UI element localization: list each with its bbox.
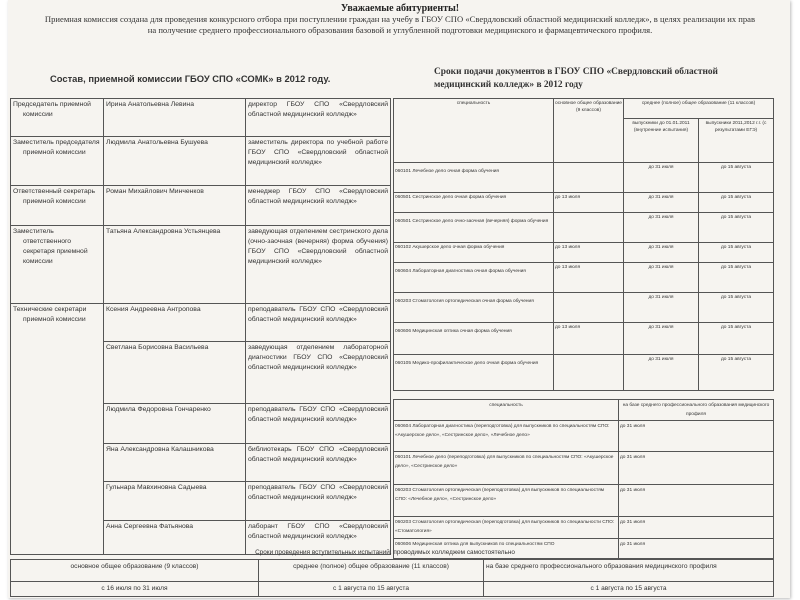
after-deadline-cell: до 15 августа: [699, 323, 774, 355]
commission-title: Состав, приемной комиссии ГБОУ СПО «СОМК» в 2012 году.: [50, 73, 331, 84]
position-cell: преподаватель ГБОУ СПО «Свердловский областной медицинский колледж»: [246, 482, 391, 521]
header-grads-before: выпускники до 01.01.2011 (внутренние испытания): [624, 119, 699, 163]
deadline-cell: до 31 июля: [619, 485, 774, 517]
specialty-cell: 060604 Лабораторная диагностика (переподготовка) для выпускников по специальностям СПО: «Акушерское дело», «Сестринское дело», «Лечебное дело»: [394, 421, 619, 452]
greeting-heading: Уважаемые абитуриенты!: [340, 3, 460, 14]
header-basic-education: основное общее образование (9 классов): [554, 99, 624, 163]
table-row: [394, 163, 774, 193]
before-deadline-cell: до 31 июля: [624, 193, 699, 213]
header-professional-basis: на базе среднего профессионального образования медицинского профиля: [619, 400, 774, 421]
role-cell: Заместитель ответственного секретаря приемной комиссии: [11, 226, 104, 304]
after-deadline-cell: до 15 августа: [699, 193, 774, 213]
name-cell: Светлана Борисовна Васильева: [104, 342, 246, 404]
after-deadline-cell: до 15 августа: [699, 263, 774, 293]
name-cell: Ксения Андреевна Антропова: [104, 304, 246, 342]
basic-deadline-cell: до 13 июля: [554, 263, 624, 293]
table-row: [394, 421, 774, 452]
header-professional-basis: на базе среднего профессионального образования медицинского профиля: [484, 560, 774, 582]
specialty-cell: 060203 Стоматология ортопедическая очная форма обучения: [394, 293, 554, 323]
header-specialty: специальность: [394, 400, 619, 421]
exam-period-cell: с 1 августа по 15 августа: [484, 582, 774, 597]
table-row: [11, 186, 391, 226]
deadlines-table: [393, 98, 774, 391]
basic-deadline-cell: [554, 213, 624, 243]
basic-deadline-cell: до 13 июля: [554, 193, 624, 213]
header-grads-after: выпускники 2011,2012 г.г. (с результатами ЕГЭ): [699, 119, 774, 163]
header-basic-education: основное общее образование (9 классов): [11, 560, 259, 582]
name-cell: Анна Сергеевна Фатьянова: [104, 521, 246, 555]
position-cell: менеджер ГБОУ СПО «Свердловский областной медицинский колледж»: [246, 186, 391, 226]
basic-deadline-cell: до 13 июля: [554, 243, 624, 263]
name-cell: Татьяна Александровна Устьянцева: [104, 226, 246, 304]
position-cell: лаборант ГБОУ СПО «Свердловский областной медицинский колледж»: [246, 521, 391, 555]
name-cell: Роман Михайлович Минченков: [104, 186, 246, 226]
role-cell: Технические секретари приемной комиссии: [11, 304, 104, 555]
intro-paragraph: Приемная комиссия создана для проведения конкурсного отбора при поступлении граждан на учебу в ГБОУ СПО «Свердловский областной медицинский колледж», в целях реализации их прав на получение среднего профессионального образования базовой и углубленной подготовки медицинского и фармацевтического профиля.: [44, 14, 756, 35]
before-deadline-cell: до 31 июля: [624, 355, 699, 391]
specialty-cell: 060101 Лечебное дело очная форма обучения: [394, 163, 554, 193]
table-row: [11, 99, 391, 137]
deadline-cell: до 31 июля: [619, 421, 774, 452]
after-deadline-cell: до 15 августа: [699, 243, 774, 263]
table-header-row: [11, 560, 774, 582]
table-header-row: [394, 99, 774, 119]
after-deadline-cell: до 15 августа: [699, 163, 774, 193]
table-row: [394, 323, 774, 355]
table-header-row: [394, 400, 774, 421]
basic-deadline-cell: [554, 355, 624, 391]
table-row: [11, 582, 774, 597]
name-cell: Гульнара Мавхиновна Садыева: [104, 482, 246, 521]
after-deadline-cell: до 15 августа: [699, 293, 774, 323]
exams-summary-table: [10, 559, 774, 597]
specialty-cell: 060604 Лабораторная диагностика очная форма обучения: [394, 263, 554, 293]
name-cell: Яна Александровна Калашникова: [104, 444, 246, 482]
before-deadline-cell: до 31 июля: [624, 263, 699, 293]
specialty-cell: 060606 Медицинская оптика очная форма обучения: [394, 323, 554, 355]
table-row: [394, 213, 774, 243]
role-cell: Председатель приемной комиссии: [11, 99, 104, 137]
position-cell: преподаватель ГБОУ СПО «Свердловский областной медицинский колледж»: [246, 304, 391, 342]
before-deadline-cell: до 31 июля: [624, 213, 699, 243]
after-deadline-cell: до 15 августа: [699, 355, 774, 391]
position-cell: библиотекарь ГБОУ СПО «Свердловский областной медицинский колледж»: [246, 444, 391, 482]
basic-deadline-cell: до 13 июля: [554, 323, 624, 355]
before-deadline-cell: до 31 июля: [624, 293, 699, 323]
before-deadline-cell: до 31 июля: [624, 243, 699, 263]
position-cell: заместитель директора по учебной работе ГБОУ СПО «Свердловский областной медицинский колледж»: [246, 137, 391, 186]
before-deadline-cell: до 31 июля: [624, 163, 699, 193]
specialty-cell: 060606 Медицинская оптика для выпускников по специальностям СПО: [394, 539, 619, 559]
deadline-cell: до 31 июля: [619, 539, 774, 559]
name-cell: Людмила Федоровна Гончаренко: [104, 404, 246, 444]
role-cell: Заместитель председателя приемной комиссии: [11, 137, 104, 186]
table-row: [394, 355, 774, 391]
position-cell: заведующая отделением лабораторной диагностики ГБОУ СПО «Свердловский областной медицинский колледж»: [246, 342, 391, 404]
exam-period-cell: с 1 августа по 15 августа: [259, 582, 484, 597]
deadline-cell: до 31 июля: [619, 517, 774, 539]
basic-deadline-cell: [554, 293, 624, 323]
professional-base-table: [393, 399, 774, 559]
exams-caption: Сроки проведения вступительных испытаний, проводимых колледжем самостоятельно: [255, 549, 515, 556]
specialty-cell: 060105 Медико-профилактическое дело очная форма обучения: [394, 355, 554, 391]
basic-deadline-cell: [554, 163, 624, 193]
commission-table: [10, 98, 391, 555]
table-row: [394, 517, 774, 539]
table-row: [394, 293, 774, 323]
exam-period-cell: с 16 июля по 31 июля: [11, 582, 259, 597]
specialty-cell: 060203 Стоматология ортопедическая (переподготовка) для выпускников по специальности СПО: «Стоматология»: [394, 517, 619, 539]
table-row: [11, 304, 391, 342]
header-specialty: специальность: [394, 99, 554, 163]
position-cell: заведующая отделением сестринского дела (очно-заочная (вечерняя) форма обучения) ГБОУ СПО «Свердловский областной медицинский колледж»: [246, 226, 391, 304]
deadlines-title: Сроки подачи документов в ГБОУ СПО «Свердловский областной медицинский колледж» в 2012 году: [434, 67, 718, 90]
name-cell: Людмила Анатольевна Бушуева: [104, 137, 246, 186]
after-deadline-cell: до 15 августа: [699, 213, 774, 243]
specialty-cell: 060203 Стоматология ортопедическая (переподготовка) для выпускников по специальностям СПО: «Лечебное дело», «Сестринское дело»: [394, 485, 619, 517]
table-row: [394, 452, 774, 485]
table-row: [11, 137, 391, 186]
position-cell: директор ГБОУ СПО «Свердловский областной медицинский колледж»: [246, 99, 391, 137]
name-cell: Ирина Анатольевна Левина: [104, 99, 246, 137]
specialty-cell: 060102 Акушерское дело очная форма обучения: [394, 243, 554, 263]
specialty-cell: 060501 Сестринское дело очно-заочная (вечерняя) форма обучения: [394, 213, 554, 243]
role-cell: Ответственный секретарь приемной комиссии: [11, 186, 104, 226]
table-row: [11, 226, 391, 304]
before-deadline-cell: до 31 июля: [624, 323, 699, 355]
header-secondary-education: среднее (полное) общее образование (11 классов): [259, 560, 484, 582]
table-row: [394, 243, 774, 263]
position-cell: преподаватель ГБОУ СПО «Свердловский областной медицинский колледж»: [246, 404, 391, 444]
specialty-cell: 060101 Лечебное дело (переподготовка) для выпускников по специальностям СПО: «Акушерское дело», «Сестринское дело»: [394, 452, 619, 485]
specialty-cell: 060501 Сестринское дело очная форма обучения: [394, 193, 554, 213]
header-secondary-education: среднее (полное) общее образование (11 классов): [624, 99, 774, 119]
table-row: [394, 193, 774, 213]
deadline-cell: до 31 июля: [619, 452, 774, 485]
table-row: [394, 263, 774, 293]
table-row: [394, 485, 774, 517]
